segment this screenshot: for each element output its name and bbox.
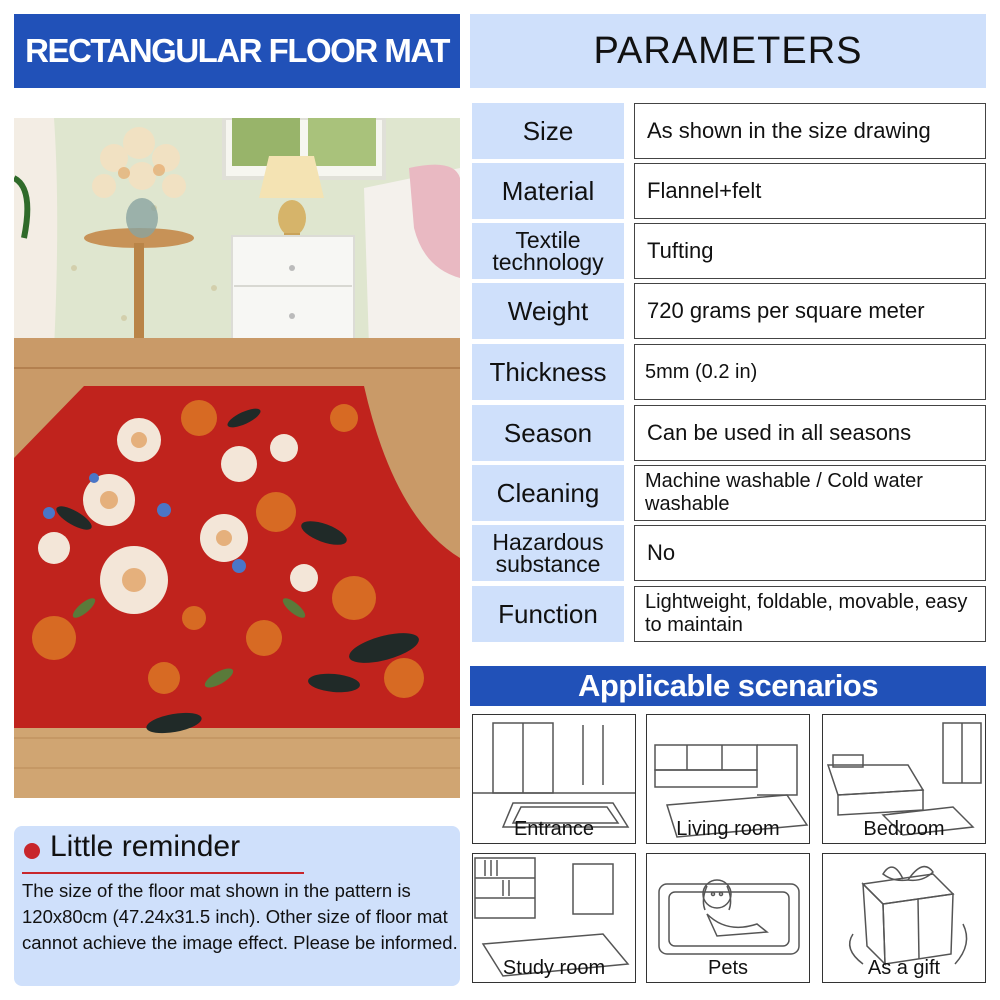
param-row-weight <box>470 283 986 339</box>
param-row-function <box>470 586 986 642</box>
param-value: Machine washable / Cold water washable <box>634 465 986 521</box>
reminder-title: Little reminder <box>50 830 241 863</box>
scenario-tile-study-room <box>472 853 636 983</box>
scenario-label: Pets <box>707 957 749 979</box>
product-photo <box>14 118 460 798</box>
scenario-label: Study room <box>502 957 606 979</box>
scenarios-heading <box>470 666 986 706</box>
param-row-cleaning <box>470 465 986 521</box>
param-value: Can be used in all seasons <box>634 405 986 461</box>
param-row-textile-technology <box>470 223 986 279</box>
param-label: Function <box>472 586 624 642</box>
param-value: Tufting <box>634 223 986 279</box>
param-value: 5mm (0.2 in) <box>634 344 986 400</box>
param-value: 720 grams per square meter <box>634 283 986 339</box>
param-label: Size <box>472 103 624 159</box>
scenario-tile-living-room <box>646 714 810 844</box>
param-label: Season <box>472 405 624 461</box>
param-label: Thickness <box>472 344 624 400</box>
scenario-tile-entrance <box>472 714 636 844</box>
param-value: Flannel+felt <box>634 163 986 219</box>
param-label: Weight <box>472 283 624 339</box>
param-row-material <box>470 163 986 219</box>
little-reminder-box <box>14 826 460 986</box>
parameters-heading-text: PARAMETERS <box>593 29 863 72</box>
param-value: No <box>634 525 986 581</box>
param-label: Material <box>472 163 624 219</box>
param-row-size <box>470 103 986 159</box>
scenarios-heading-text: Applicable scenarios <box>577 668 879 703</box>
product-title-banner <box>14 14 460 88</box>
param-value: Lightweight, foldable, movable, easy to maintain <box>634 586 986 642</box>
hexagon-bullet-icon <box>24 843 40 859</box>
scenario-tile-pets <box>646 853 810 983</box>
scenario-label: As a gift <box>867 957 941 979</box>
scenario-label: Living room <box>676 818 780 840</box>
param-label: Textile technology <box>472 223 624 279</box>
scenario-tile-bedroom <box>822 714 986 844</box>
reminder-text: The size of the floor mat shown in the pattern is 120x80cm (47.24x31.5 inch). Other size of floor mat cannot achieve the image effect. Please be informed. <box>22 880 458 953</box>
scenario-tile-gift <box>822 853 986 983</box>
scenario-label: Bedroom <box>863 818 945 840</box>
param-value: As shown in the size drawing <box>634 103 986 159</box>
param-label: Hazardous substance <box>472 525 624 581</box>
product-title: RECTANGULAR FLOOR MAT <box>25 32 449 69</box>
parameters-heading <box>470 14 986 88</box>
param-row-thickness <box>470 344 986 400</box>
scenario-label: Entrance <box>513 818 595 840</box>
reminder-underline <box>22 872 304 874</box>
param-row-season <box>470 405 986 461</box>
param-label: Cleaning <box>472 465 624 521</box>
param-row-hazardous-substance <box>470 525 986 581</box>
